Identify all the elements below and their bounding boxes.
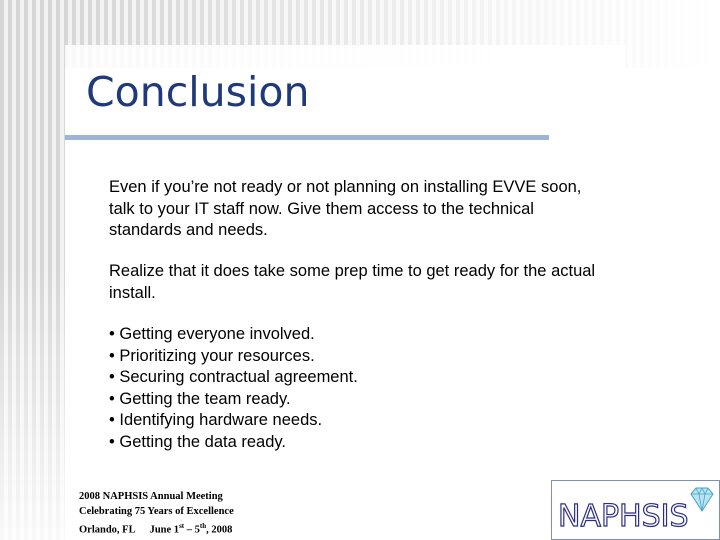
bullet-item: • Securing contractual agreement.	[109, 368, 358, 386]
footer-dates-end-suffix: th	[199, 522, 207, 530]
bullet-item: • Getting everyone involved.	[109, 325, 315, 343]
naphsis-logo	[551, 480, 720, 540]
bullet-item: • Identifying hardware needs.	[109, 411, 323, 429]
diamond-icon	[687, 485, 717, 513]
paragraph-intro: Even if you’re not ready or not planning on installing EVVE soon, talk to your IT staff now. Give them access to the technical standards and needs.	[109, 178, 582, 239]
footer-line-meeting: 2008 NAPHSIS Annual Meeting	[79, 491, 223, 502]
title-underline	[65, 135, 549, 140]
logo-wordmark: NAPHSIS	[558, 499, 689, 534]
bullet-list	[109, 324, 358, 453]
footer-dates-start: June 1	[149, 524, 180, 536]
footer-dates-year: , 2008	[206, 524, 233, 536]
footer-line-location-dates	[79, 519, 234, 538]
footer-line-celebrating: Celebrating 75 Years of Excellence	[79, 506, 234, 517]
bullet-item: • Getting the team ready.	[109, 389, 291, 408]
footer-meeting-info	[79, 489, 234, 538]
footer-location: Orlando, FL	[79, 524, 136, 536]
footer-dates-sep: – 5	[184, 524, 200, 536]
paragraph-prep-time: Realize that it does take some prep time to get ready for the actual install.	[109, 262, 596, 302]
bullet-item: • Getting the data ready.	[109, 432, 286, 451]
background-fade-left	[0, 68, 65, 540]
slide-title: Conclusion	[86, 68, 310, 116]
footer-dates-start-suffix: st	[179, 522, 185, 530]
bullet-item: • Prioritizing your resources.	[109, 346, 315, 365]
